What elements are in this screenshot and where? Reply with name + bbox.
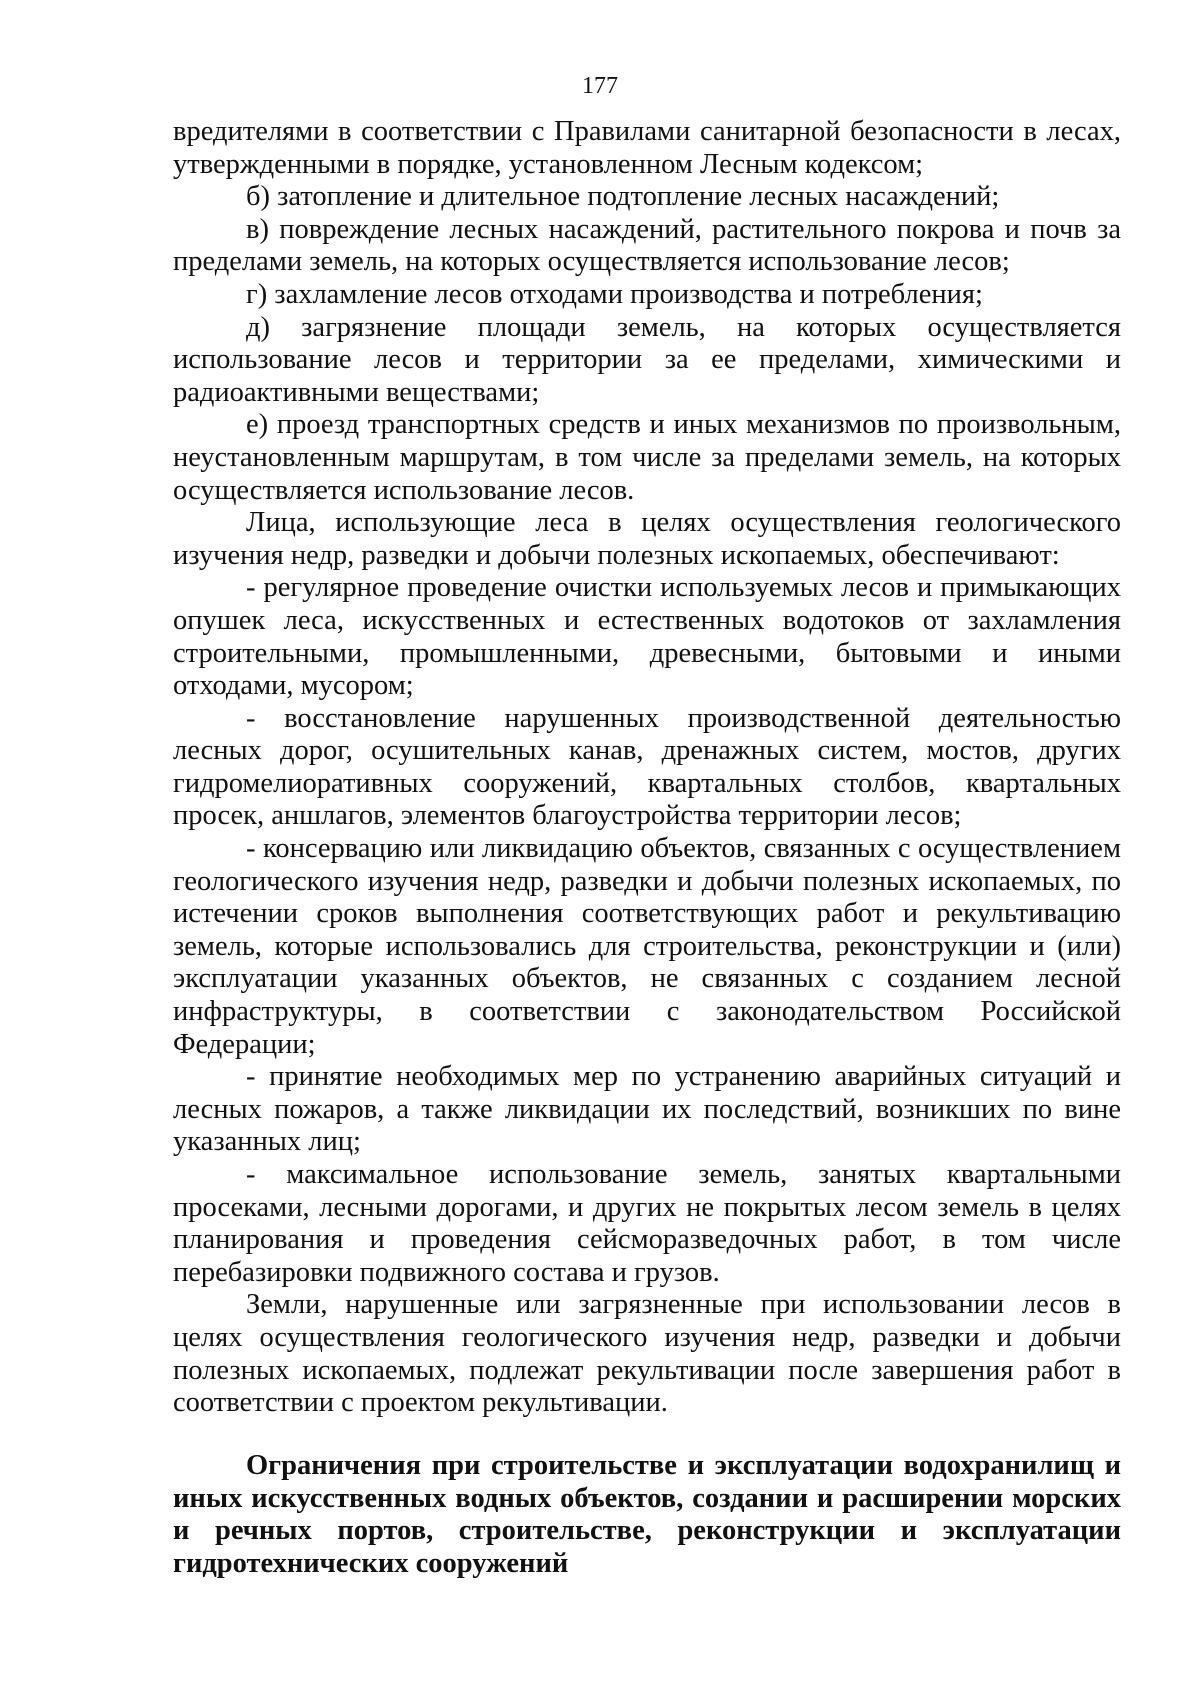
bullet-item-restoration: - восстановление нарушенных производственной деятельностью лесных дорог, осушительных канав, дренажных систем, мостов, других гидромелиоративных сооружений, квартальных столбов, квартальных просек, аншлагов, элементов благоустройства территории лесов; bbox=[173, 702, 1121, 832]
bullet-item-emergency: - принятие необходимых мер по устранению аварийных ситуаций и лесных пожаров, а также ликвидации их последствий, возникших по вине указанных лиц; bbox=[173, 1061, 1121, 1158]
bullet-item-cleaning: - регулярное проведение очистки используемых лесов и примыкающих опушек леса, искусственных и естественных водотоков от захламления строительными, промышленными, древесными, бытовыми и иными отходами, мусором; bbox=[173, 572, 1121, 702]
paragraph-continuation: вредителями в соответствии с Правилами санитарной безопасности в лесах, утвержденными в порядке, установленном Лесным кодексом; bbox=[173, 116, 1121, 180]
paragraph-obligations-intro: Лица, использующие леса в целях осуществления геологического изучения недр, разведки и добычи полезных ископаемых, обеспечивают: bbox=[173, 507, 1121, 571]
paragraph-recultivation: Земли, нарушенные или загрязненные при использовании лесов в целях осуществления геологического изучения недр, разведки и добычи полезных ископаемых, подлежат рекультивации после завершения работ в соответствии с проектом рекультивации. bbox=[173, 1289, 1121, 1419]
bullet-item-land-use: - максимальное использование земель, занятых квартальными просеками, лесными дорогами, и других не покрытых лесом земель в целях планирования и проведения сейсморазведочных работ, в том числе перебазировки подвижного состава и грузов. bbox=[173, 1159, 1121, 1288]
list-item-b: б) затопление и длительное подтопление лесных насаждений; bbox=[246, 181, 1000, 213]
list-item-e: е) проезд транспортных средств и иных механизмов по произвольным, неустановленным маршрутам, в том числе за пределами земель, на которых осуществляется использование лесов. bbox=[173, 409, 1121, 506]
section-heading: Ограничения при строительстве и эксплуатации водохранилищ и иных искусственных водных объектов, создании и расширении морских и речных портов, строительстве, реконструкции и эксплуатации гидротехнических сооружений bbox=[173, 1450, 1121, 1579]
list-item-v: в) повреждение лесных насаждений, растительного покрова и почв за пределами земель, на которых осуществляется использование лесов; bbox=[173, 213, 1121, 278]
list-item-d: д) загрязнение площади земель, на которых осуществляется использование лесов и территории за ее пределами, химическими и радиоактивными веществами; bbox=[173, 311, 1121, 408]
page-number: 177 bbox=[582, 73, 618, 99]
document-body bbox=[173, 116, 1121, 1420]
bullet-item-conservation: - консервацию или ликвидацию объектов, связанных с осуществлением геологического изучения недр, разведки и добычи полезных ископаемых, по истечении сроков выполнения соответствующих работ и рекультивацию земель, которые использовались для строительства, реконструкции и (или) эксплуатации указанных объектов, не связанных с созданием лесной инфраструктуры, в соответствии с законодательством Российской Федерации; bbox=[173, 833, 1121, 1060]
list-item-g: г) захламление лесов отходами производства и потребления; bbox=[246, 278, 983, 310]
